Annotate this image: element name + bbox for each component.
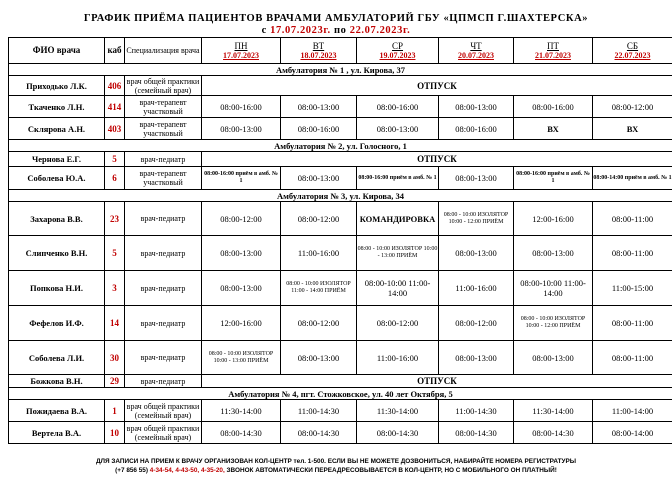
doctor-name: Вертела В.А. <box>9 422 105 444</box>
schedule-cell: 08:00-12:00 <box>281 202 357 236</box>
schedule-cell: 08:00-16:00 <box>514 96 593 118</box>
specialization: врач-терапевт участковый <box>125 167 202 190</box>
cabinet: 6 <box>105 167 125 190</box>
section-title: Амбулатория № 4, пгт. Стожковское, ул. 40 лет Октября, 5 <box>9 388 672 400</box>
cabinet: 5 <box>105 152 125 167</box>
specialization: врач общей практики (семейный врач) <box>125 400 202 422</box>
table-row <box>9 96 672 118</box>
doctor-name: Пожидаева В.А. <box>9 400 105 422</box>
schedule-cell: 08:00-13:00 <box>439 236 514 271</box>
schedule-cell: 08:00 - 10:00 ИЗОЛЯТОР 10:00 - 13:00 ПРИЁМ <box>202 341 281 375</box>
specialization: врач-педиатр <box>125 341 202 375</box>
specialization: врач-педиатр <box>125 202 202 236</box>
schedule-cell: 11:00-14:30 <box>439 400 514 422</box>
section-row <box>9 64 672 76</box>
period-line <box>0 25 672 36</box>
schedule-cell: 11:30-14:00 <box>202 400 281 422</box>
schedule-cell: 11:00-16:00 <box>357 341 439 375</box>
cabinet: 14 <box>105 306 125 341</box>
specialization: врач-педиатр <box>125 152 202 167</box>
doctor-name: Слипченко В.Н. <box>9 236 105 271</box>
schedule-cell: 08:00-13:00 <box>202 271 281 306</box>
table-row <box>9 271 672 306</box>
specialization: врач-терапевт участковый <box>125 118 202 140</box>
header-day: ВТ 18.07.2023 <box>281 38 357 64</box>
schedule-cell: 08:00-16:00 <box>357 96 439 118</box>
schedule-table <box>8 37 672 444</box>
doctor-name: Божкова В.Н. <box>9 375 105 388</box>
cabinet: 1 <box>105 400 125 422</box>
footer-note: ЗВОНОК АВТОМАТИЧЕСКИ ПЕРЕАДРЕСОВЫВАЕТСЯ В КОЛ-ЦЕНТР, НО С МОБИЛЬНОГО ОН ПЛАТНЫЙ! <box>226 467 557 474</box>
header-fio: ФИО врача <box>9 38 105 64</box>
schedule-cell: 08:00-14:00 <box>593 422 672 444</box>
period-from: 17.07.2023г. <box>270 25 331 36</box>
schedule-cell: 08:00-13:00 <box>281 341 357 375</box>
vacation-note: ОТПУСК <box>202 76 672 96</box>
section-title: Амбулатория № 2, ул. Голосного, 1 <box>9 140 672 152</box>
table-row <box>9 306 672 341</box>
schedule-cell: ВХ <box>593 118 672 140</box>
schedule-cell: 08:00-13:00 <box>514 341 593 375</box>
doctor-name: Склярова А.Н. <box>9 118 105 140</box>
schedule-cell: 08:00-14:30 <box>439 422 514 444</box>
table-row <box>9 152 672 167</box>
schedule-cell: 08:00-13:00 <box>202 118 281 140</box>
header-spec: Специализация врача <box>125 38 202 64</box>
schedule-cell: 11:30-14:00 <box>357 400 439 422</box>
schedule-cell: 08:00-11:00 <box>593 306 672 341</box>
footer-line-2 <box>0 467 672 474</box>
table-row <box>9 76 672 96</box>
section-row <box>9 190 672 202</box>
cabinet: 30 <box>105 341 125 375</box>
schedule-cell: 11:00-14:30 <box>281 400 357 422</box>
period-to-label: по <box>334 25 347 36</box>
schedule-cell: 08:00 - 10:00 ИЗОЛЯТОР 10:00 - 12:00 ПРИЁМ <box>439 202 514 236</box>
schedule-cell: 08:00-10:00 11:00-14:00 <box>357 271 439 306</box>
schedule-cell: 08:00-13:00 <box>281 96 357 118</box>
schedule-cell: ВХ <box>514 118 593 140</box>
doctor-name: Соболева Л.И. <box>9 341 105 375</box>
schedule-cell: 08:00-12:00 <box>439 306 514 341</box>
cabinet: 29 <box>105 375 125 388</box>
specialization: врач общей практики (семейный врач) <box>125 76 202 96</box>
table-row <box>9 236 672 271</box>
specialization: врач-педиатр <box>125 375 202 388</box>
schedule-cell: 08:00-13:00 <box>357 118 439 140</box>
header-day: СР 19.07.2023 <box>357 38 439 64</box>
cabinet: 23 <box>105 202 125 236</box>
schedule-cell: 08:00-16:00 приём в амб. № 1 <box>202 167 281 190</box>
cabinet: 10 <box>105 422 125 444</box>
schedule-cell: 08:00-14:30 <box>357 422 439 444</box>
schedule-cell: 08:00-11:00 <box>593 236 672 271</box>
schedule-cell: 08:00-13:00 <box>202 236 281 271</box>
doctor-name: Попкова Н.И. <box>9 271 105 306</box>
header-day: СБ 22.07.2023 <box>593 38 672 64</box>
table-row <box>9 375 672 388</box>
doctor-name: Чернова Е.Г. <box>9 152 105 167</box>
schedule-cell: 08:00-16:00 <box>281 118 357 140</box>
footer-code: (+7 856 55) <box>115 467 148 474</box>
cabinet: 3 <box>105 271 125 306</box>
schedule-cell: 08:00-13:00 <box>439 341 514 375</box>
period-from-label: с <box>261 25 267 36</box>
section-row <box>9 140 672 152</box>
table-header-row <box>9 38 672 64</box>
table-row <box>9 400 672 422</box>
specialization: врач-педиатр <box>125 306 202 341</box>
schedule-cell: 08:00-13:00 <box>439 96 514 118</box>
schedule-cell: 08:00-12:00 <box>281 306 357 341</box>
schedule-cell: 08:00-14:00 приём в амб. № 1 <box>593 167 672 190</box>
table-row <box>9 202 672 236</box>
schedule-cell: 08:00 - 10:00 ИЗОЛЯТОР 10:00 - 13:00 ПРИЁМ <box>357 236 439 271</box>
schedule-cell: 11:00-16:00 <box>281 236 357 271</box>
schedule-cell: 11:00-16:00 <box>439 271 514 306</box>
specialization: врач общей практики (семейный врач) <box>125 422 202 444</box>
schedule-cell: 12:00-16:00 <box>514 202 593 236</box>
table-row <box>9 167 672 190</box>
schedule-cell: 08:00-11:00 <box>593 341 672 375</box>
schedule-cell: 08:00-11:00 <box>593 202 672 236</box>
doctor-name: Соболева Ю.А. <box>9 167 105 190</box>
header-day: ПТ 21.07.2023 <box>514 38 593 64</box>
schedule-cell: 08:00-16:00 <box>202 96 281 118</box>
schedule-cell: 11:00-15:00 <box>593 271 672 306</box>
section-title: Амбулатория № 1 , ул. Кирова, 37 <box>9 64 672 76</box>
section-title: Амбулатория № 3, ул. Кирова, 34 <box>9 190 672 202</box>
doctor-name: Захарова В.В. <box>9 202 105 236</box>
schedule-cell: 08:00-10:00 11:00-14:00 <box>514 271 593 306</box>
schedule-cell: 08:00-13:00 <box>281 167 357 190</box>
cabinet: 5 <box>105 236 125 271</box>
doctor-name: Фефелов И.Ф. <box>9 306 105 341</box>
footer-line-1: ДЛЯ ЗАПИСИ НА ПРИЕМ К ВРАЧУ ОРГАНИЗОВАН КОЛ-ЦЕНТР тел. 1-500. ЕСЛИ ВЫ НЕ МОЖЕТЕ ДОЗВОНИТЬСЯ, НАБИРАЙТЕ НОМЕРА РЕГИСТРАТУРЫ <box>95 458 577 465</box>
schedule-cell: 08:00-14:30 <box>202 422 281 444</box>
schedule-cell: 08:00-13:00 <box>514 236 593 271</box>
schedule-cell: 08:00-12:00 <box>593 96 672 118</box>
cabinet: 406 <box>105 76 125 96</box>
header-day: ПН 17.07.2023 <box>202 38 281 64</box>
schedule-cell: 08:00-13:00 <box>439 167 514 190</box>
schedule-cell: 11:30-14:00 <box>514 400 593 422</box>
table-row <box>9 118 672 140</box>
specialization: врач-педиатр <box>125 236 202 271</box>
vacation-note: ОТПУСК <box>202 152 672 167</box>
schedule-cell: 08:00-14:30 <box>281 422 357 444</box>
cabinet: 414 <box>105 96 125 118</box>
section-row <box>9 388 672 400</box>
header-day: ЧТ 20.07.2023 <box>439 38 514 64</box>
table-row <box>9 422 672 444</box>
header-kab: каб <box>105 38 125 64</box>
schedule-cell: 08:00-12:00 <box>202 202 281 236</box>
doctor-name: Приходько Л.К. <box>9 76 105 96</box>
schedule-cell: 11:00-14:00 <box>593 400 672 422</box>
schedule-cell: 08:00 - 10:00 ИЗОЛЯТОР 10:00 - 12:00 ПРИЁМ <box>514 306 593 341</box>
cabinet: 403 <box>105 118 125 140</box>
specialization: врач-педиатр <box>125 271 202 306</box>
footer-phones: 4-34-54, 4-43-50, 4-35-20, <box>149 467 225 474</box>
page-title: ГРАФИК ПРИЁМА ПАЦИЕНТОВ ВРАЧАМИ АМБУЛАТОРИЙ ГБУ «ЦПМСП Г.ШАХТЕРСКА» <box>83 13 589 24</box>
schedule-cell: 08:00-16:00 приём в амб. № 1 <box>357 167 439 190</box>
schedule-cell: КОМАНДИРОВКА <box>357 202 439 236</box>
schedule-cell: 08:00-14:30 <box>514 422 593 444</box>
specialization: врач-терапевт участковый <box>125 96 202 118</box>
schedule-cell: 08:00-16:00 приём в амб. № 1 <box>514 167 593 190</box>
period-to: 22.07.2023г. <box>349 25 411 36</box>
vacation-note: ОТПУСК <box>202 375 672 388</box>
schedule-cell: 12:00-16:00 <box>202 306 281 341</box>
table-row <box>9 341 672 375</box>
schedule-cell: 08:00 - 10:00 ИЗОЛЯТОР 11:00 - 14:00 ПРИЁМ <box>281 271 357 306</box>
schedule-cell: 08:00-16:00 <box>439 118 514 140</box>
doctor-name: Ткаченко Л.Н. <box>9 96 105 118</box>
schedule-cell: 08:00-12:00 <box>357 306 439 341</box>
